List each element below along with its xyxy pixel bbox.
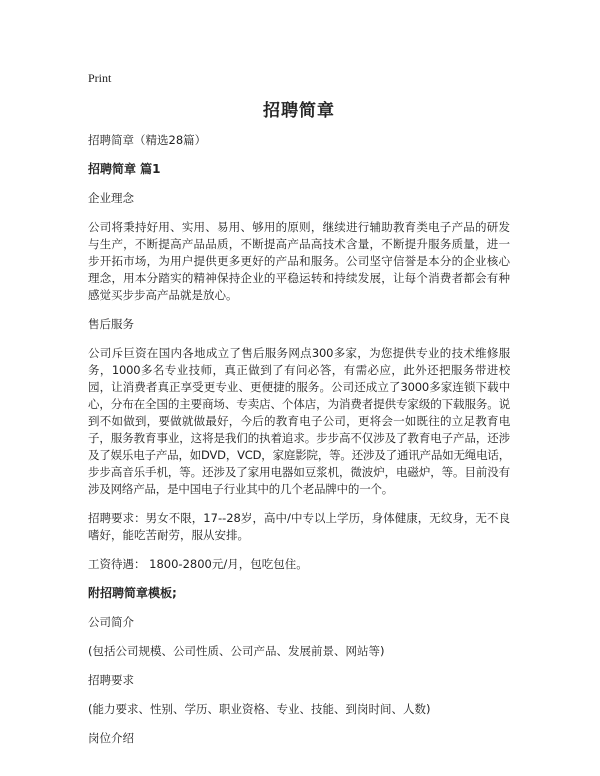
template-heading: 附招聘简章模板; xyxy=(88,586,177,600)
page-title: 招聘简章 xyxy=(263,101,335,121)
philosophy-paragraph: 公司将秉持好用、实用、易用、够用的原则，继续进行辅助教育类电子产品的研发与生产，不断提高产品品质，不断提高产品高技术含量，不断提升服务质量，进一步开拓市场，为用户提供更多更好的产品和服务。公司坚守信誉是本分的企业核心理念，用本分踏实的精神保持企业的平稳运转和持续发展，让每个消费者都会有种感觉买步步高产品就是放心。 xyxy=(88,220,510,302)
section-heading: 招聘简章 篇1 xyxy=(88,162,161,176)
position-label: 岗位介绍 xyxy=(88,731,134,745)
document-content xyxy=(88,132,510,759)
print-link[interactable]: Print xyxy=(88,71,112,85)
philosophy-label: 企业理念 xyxy=(88,191,134,205)
service-paragraph: 公司斥巨资在国内各地成立了售后服务网点300多家，为您提供专业的技术维修服务，1000多名专业技师，真正做到了有问必答，有需必应，此外还把服务带进校园，让消费者真正享受更专业、更便捷的服务。公司还成立了3000多家连锁下载中心，分布在全国的主要商场、专卖店、个体店，为消费者提供专家级的下载服务。说到不如做到，要做就做最好，今后的教育电子公司，更将会一如既往的立足教育电子，服务教育事业，这将是我们的执着追求。步步高不仅涉及了教育电子产品，还涉及了娱乐电子产品，如DVD，VCD，家庭影院，等。还涉及了通讯产品如无绳电话，步步高音乐手机，等。还涉及了家用电器如豆浆机，微波炉，电磁炉，等。目前没有涉及网络产品，是中国电子行业其中的几个老品牌中的一个。 xyxy=(88,346,510,496)
requirements-paragraph: 招聘要求：男女不限，17--28岁，高中/中专以上学历，身体健康，无纹身，无不良嗜好，能吃苦耐劳，服从安排。 xyxy=(88,511,510,542)
subtitle: 招聘简章（精选28篇） xyxy=(88,133,207,147)
service-label: 售后服务 xyxy=(88,317,134,331)
salary-paragraph: 工资待遇： 1800-2800元/月，包吃包住。 xyxy=(88,557,308,571)
company-intro-desc: (包括公司规模、公司性质、公司产品、发展前景、网站等) xyxy=(88,644,385,658)
requirements-label: 招聘要求 xyxy=(88,673,134,687)
company-intro-label: 公司简介 xyxy=(88,615,134,629)
requirements-desc: (能力要求、性别、学历、职业资格、专业、技能、到岗时间、人数) xyxy=(88,702,431,716)
